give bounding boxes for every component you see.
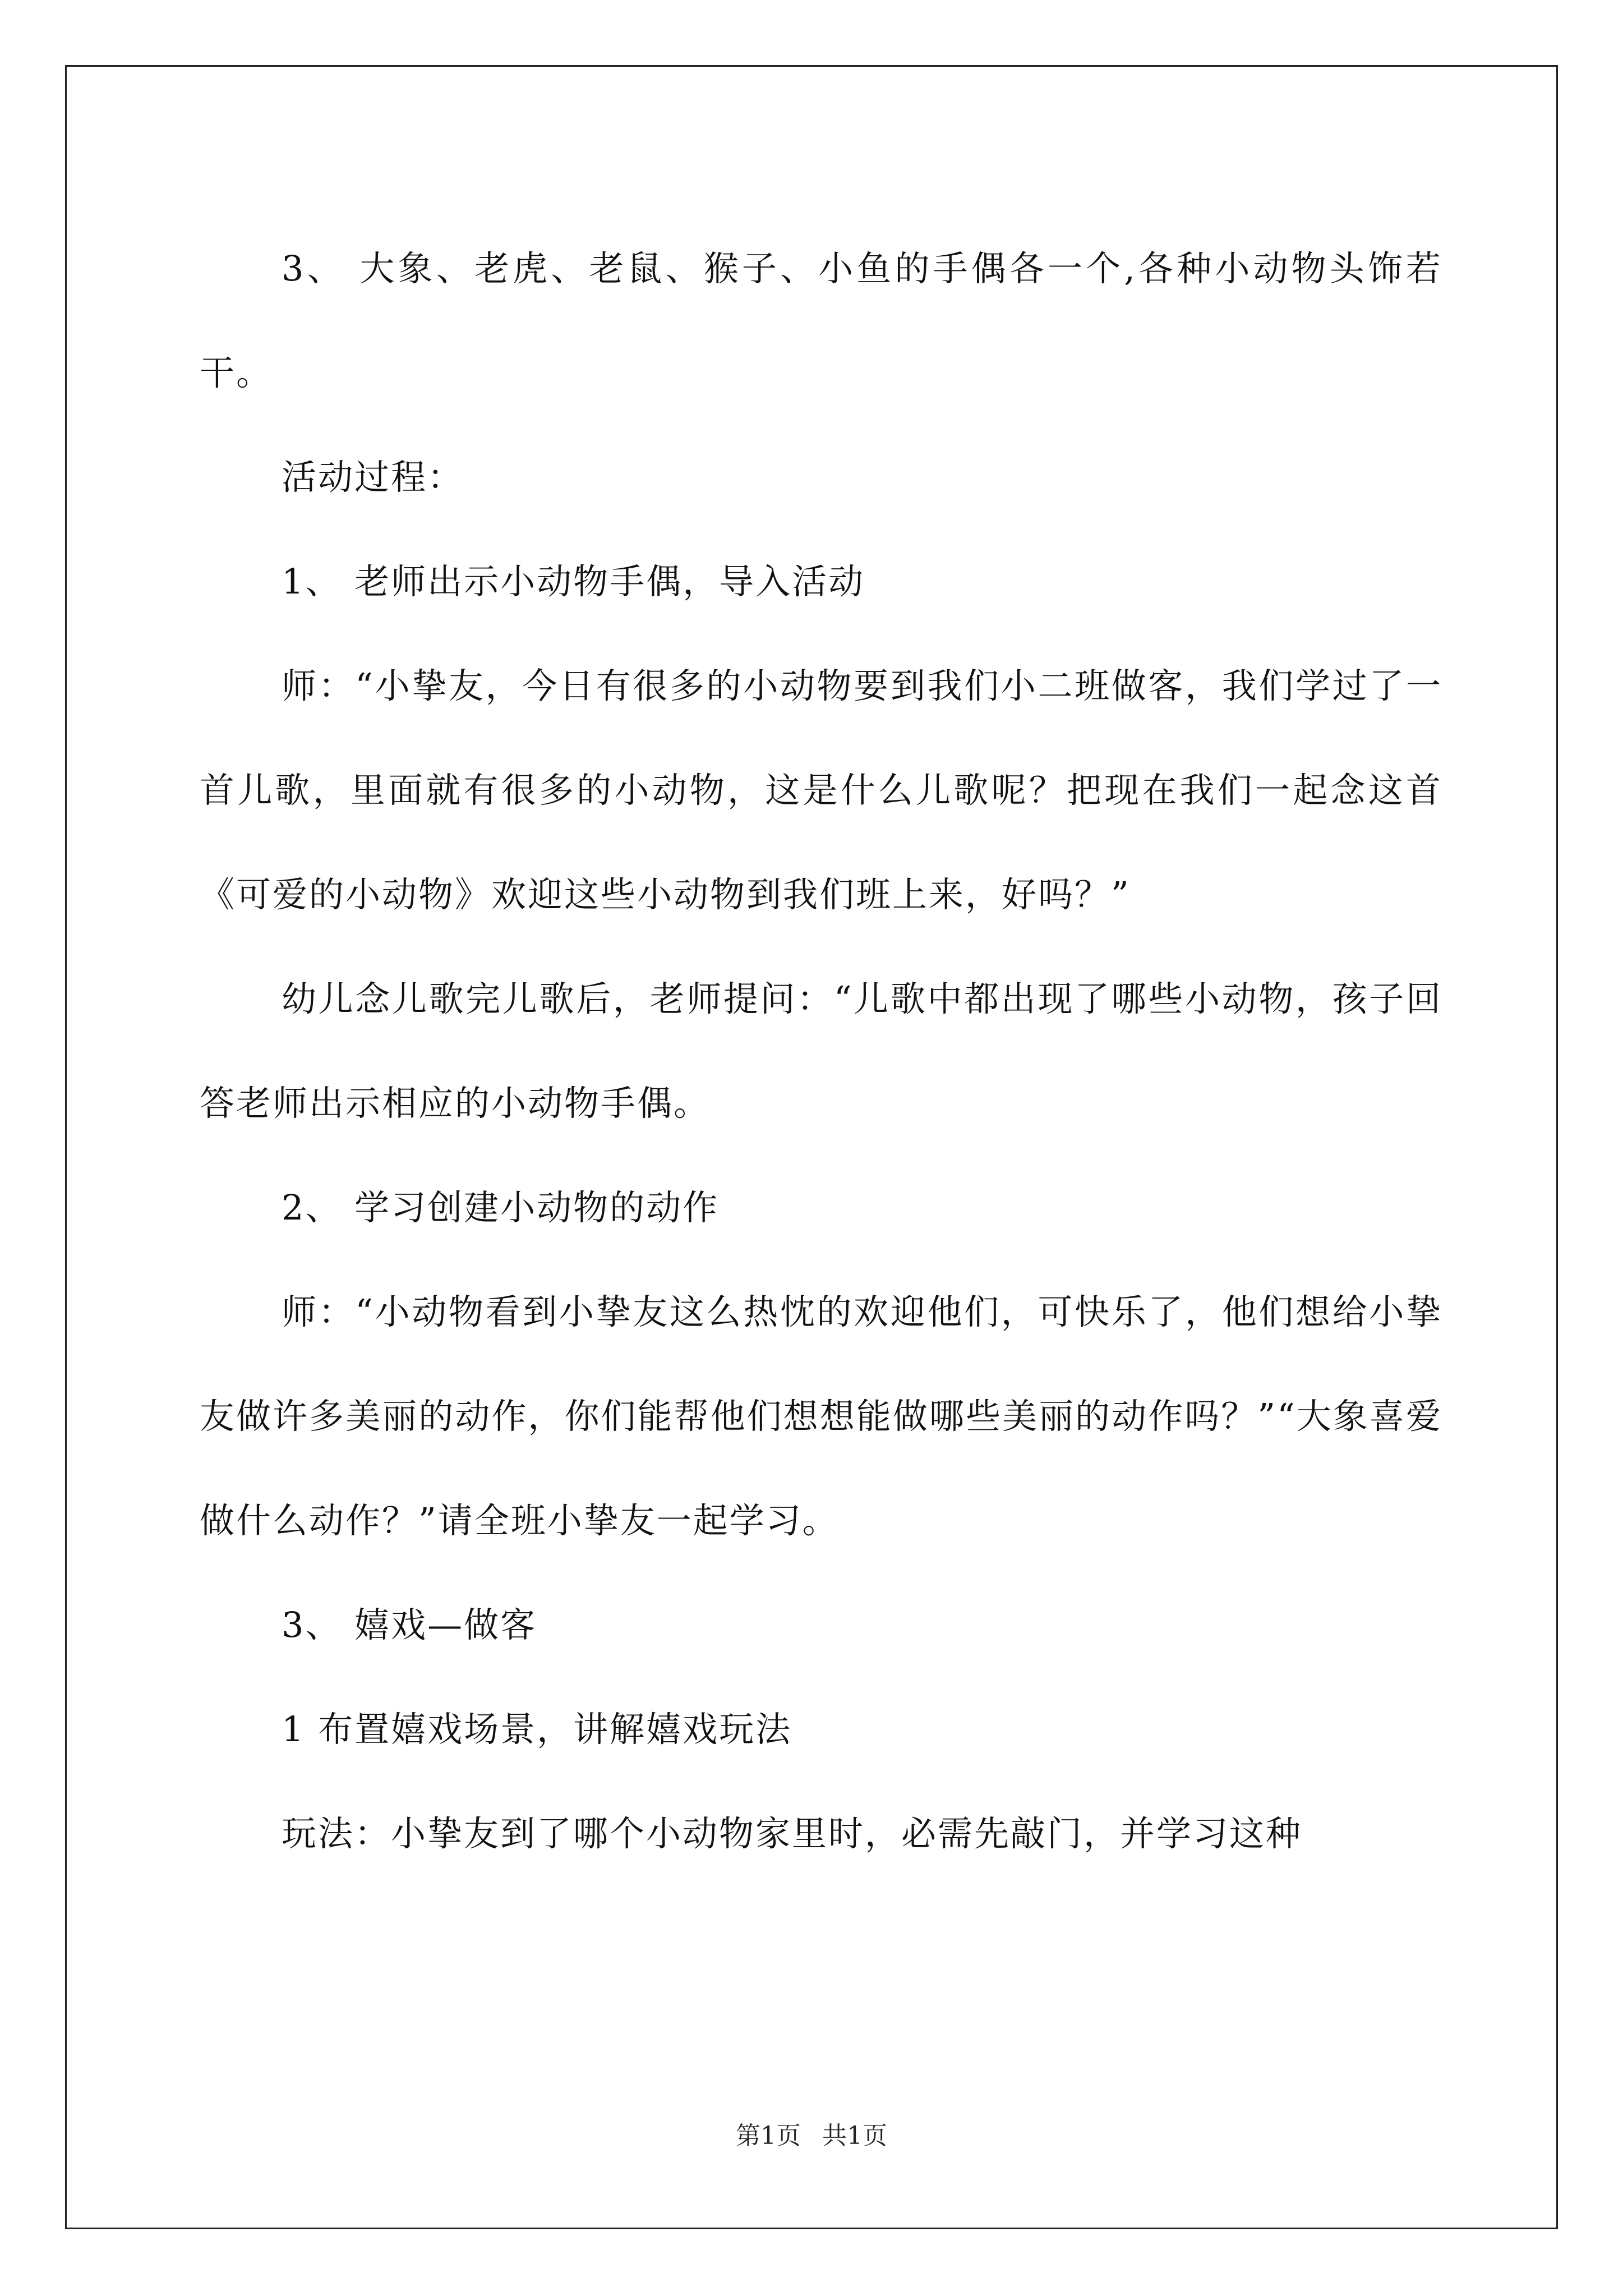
paragraph-materials: 3、 大象、老虎、老鼠、猴子、小鱼的手偶各一个,各种小动物头饰若干。 <box>200 248 1442 393</box>
page-number-current: 第1页 <box>736 2122 801 2150</box>
paragraph-teacher-speech-2: 师：“小动物看到小挚友这么热忱的欢迎他们，可快乐了，他们想给小挚友做许多美丽的动作，你们能帮他们想想能做哪些美丽的动作吗？”“大象喜爱做什么动作？”请全班小挚友一起学习。 <box>200 1291 1442 1541</box>
page-footer <box>0 2119 1623 2153</box>
paragraph-teacher-speech-1: 师：“小挚友，今日有很多的小动物要到我们小二班做客，我们学过了一首儿歌，里面就有很多的小动物，这是什么儿歌呢？把现在我们一起念这首《可爱的小动物》欢迎这些小动物到我们班上来，好吗？” <box>200 665 1442 915</box>
paragraph-game-rules: 玩法：小挚友到了哪个小动物家里时，必需先敲门，并学习这种 <box>282 1813 1303 1854</box>
paragraph-children-recite: 幼儿念儿歌完儿歌后，老师提问：“儿歌中都出现了哪些小动物，孩子回答老师出示相应的小动物手偶。 <box>200 978 1442 1124</box>
paragraph-step-2: 2、 学习创建小动物的动作 <box>282 1187 720 1228</box>
page-number-total: 共1页 <box>822 2122 887 2150</box>
paragraph-step-1: 1、 老师出示小动物手偶，导入活动 <box>282 561 865 602</box>
paragraph-step-3: 3、 嬉戏—做客 <box>282 1604 537 1645</box>
paragraph-game-setup: 1 布置嬉戏场景，讲解嬉戏玩法 <box>282 1709 792 1750</box>
document-body <box>200 217 1442 1886</box>
paragraph-process-heading: 活动过程： <box>282 457 464 498</box>
